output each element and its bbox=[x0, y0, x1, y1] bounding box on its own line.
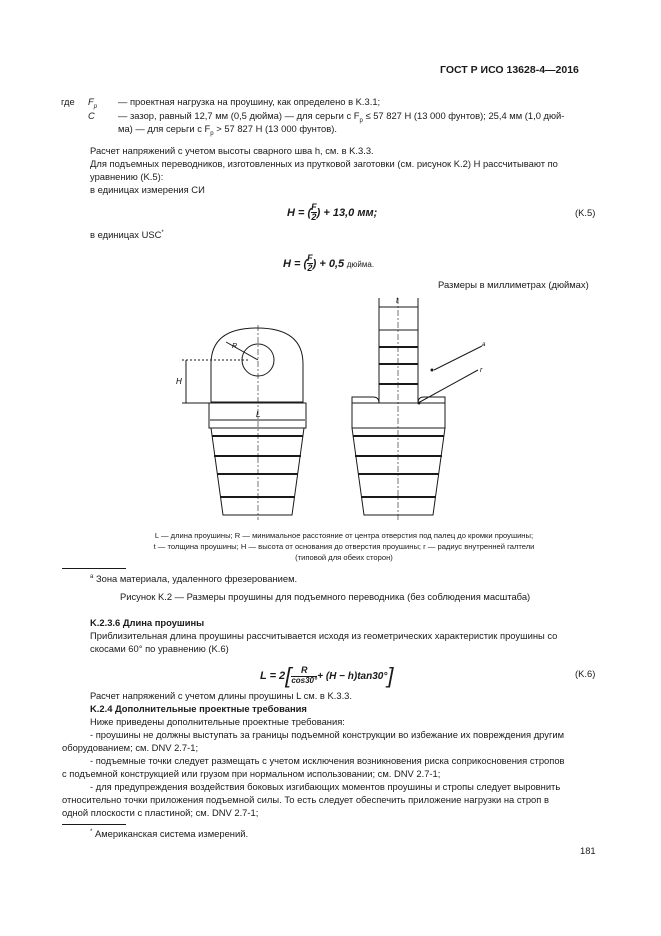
left-body-taper bbox=[211, 428, 304, 515]
c-definition-line1: — зазор, равный 12,7 мм (0,5 дюйма) — для серьги с $F_p \le 57$ 827 Н (13 000 фунтов); 25,4 мм (1,0 дюй- bbox=[118, 110, 565, 124]
page-header-title: ГОСТ Р ИСО 13628-4—2016 bbox=[440, 64, 579, 76]
equation-k5: H = ( $\frac{F}{2}$ ) + 13,0 мм; bbox=[287, 202, 378, 223]
label-a: a bbox=[482, 342, 486, 348]
requirement-1-l2: оборудованием; см. DNV 2.7-1; bbox=[62, 742, 199, 753]
label-R: R bbox=[232, 343, 238, 350]
paragraph-bar-stock-l1: Для подъемных переводников, изготовленных из прутковой заготовки (см. рисунок K.2) H рассчитывают по bbox=[90, 158, 558, 169]
equation-k5-number: (K.5) bbox=[575, 207, 596, 218]
paragraph-lug-length-stress: Расчет напряжений с учетом длины проушины L см. в K.3.3. bbox=[90, 690, 352, 701]
paragraph-lug-length-l2: скосами 60° по уравнению (K.6) bbox=[90, 643, 229, 654]
right-body-taper bbox=[352, 428, 445, 515]
equation-k5-usc: H = ( $\frac{F}{2}$ ) + 0,5 дюйма. bbox=[283, 253, 375, 274]
c-symbol: C bbox=[88, 110, 95, 121]
requirement-2-l1: - подъемные точки следует размещать с учетом исключения возникновения риска соприкосновения стропов bbox=[90, 755, 565, 766]
paragraph-weld-height: Расчет напряжений с учетом высоты сварного шва h, см. в K.3.3. bbox=[90, 145, 374, 156]
right-body-upper bbox=[352, 403, 445, 428]
fp-definition: — проектная нагрузка на проушину, как определено в K.3.1; bbox=[118, 96, 381, 107]
requirement-3-l3: одной плоскости с пластиной; см. DNV 2.7-1; bbox=[62, 807, 259, 818]
label-t: t bbox=[396, 296, 399, 305]
requirement-3-l1: - для предупреждения воздействия боковых изгибающих моментов проушины и стропы следует выровнить bbox=[90, 781, 561, 792]
requirements-intro: Ниже приведены дополнительные проектные требования: bbox=[90, 716, 345, 727]
figure-legend-line1: L — длина проушины; R — минимальное расстояние от центра отверстия под палец до кромки проушины; bbox=[154, 531, 534, 540]
dimensions-note: Размеры в миллиметрах (дюймах) bbox=[438, 279, 589, 290]
label-L: L bbox=[256, 410, 261, 419]
section-heading-k24: K.2.4 Дополнительные проектные требования bbox=[90, 703, 307, 714]
footnote-rule-a bbox=[62, 568, 126, 569]
requirement-2-l2: с подъемной конструкцией или грузом при нормальном использовании; см. DNV 2.7-1; bbox=[62, 768, 441, 779]
c-definition-line2: ма) — для серьги с $F_p > 57$ 827 Н (13 000 фунтов). bbox=[118, 123, 337, 137]
usc-units-label: в единицах USC* bbox=[90, 229, 164, 240]
page-number: 181 bbox=[580, 845, 596, 856]
right-plate bbox=[379, 330, 418, 403]
defs-lead: где bbox=[61, 96, 75, 107]
si-units-label: в единицах измерения СИ bbox=[90, 184, 205, 195]
footnote-star: * Американская система измерений. bbox=[90, 828, 249, 839]
figure-legend-line2: t — толщина проушины; H — высота от основания до отверстия проушины; r — радиус внутренней галтели bbox=[153, 542, 535, 551]
requirement-1-l1: - проушины не должны выступать за границы подъемной конструкции во избежание их повреждения другим bbox=[90, 729, 565, 740]
equation-k6: L = 2[ $\frac{R}{\cos 30^\circ}$ + (H − h)tan30°] bbox=[260, 663, 394, 688]
figure-legend-line3: (типовой для обеих сторон) bbox=[295, 553, 393, 562]
footnote-rule-star bbox=[62, 824, 126, 825]
paragraph-lug-length-l1: Приблизительная длина проушины рассчитывается исходя из геометрических характеристик проушины со bbox=[90, 630, 558, 641]
fp-symbol: $F_p$ bbox=[88, 96, 98, 110]
paragraph-bar-stock-l2: уравнению (K.5): bbox=[90, 171, 164, 182]
label-r: r bbox=[480, 367, 483, 374]
figure-caption: Рисунок K.2 — Размеры проушины для подъемного переводника (без соблюдения масштаба) bbox=[120, 591, 531, 602]
label-H: H bbox=[176, 377, 182, 386]
section-heading-k236: K.2.3.6 Длина проушины bbox=[90, 617, 205, 628]
requirement-3-l2: относительно точки приложения подъемной силы. То есть следует обеспечить приложение нагрузки на строп в bbox=[62, 794, 549, 805]
footnote-a: $^a$ Зона материала, удаленного фрезерованием. bbox=[90, 573, 298, 584]
equation-k6-number: (K.6) bbox=[575, 668, 596, 679]
